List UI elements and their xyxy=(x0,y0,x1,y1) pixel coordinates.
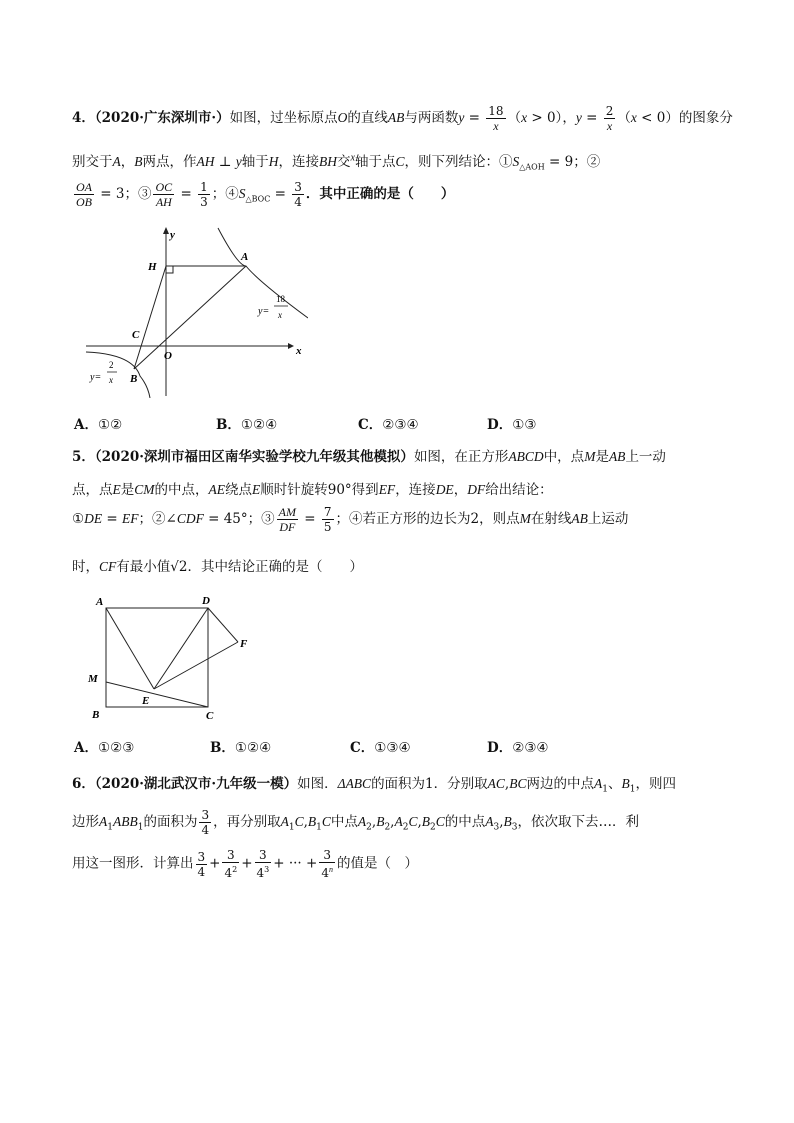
q4-segment-bh xyxy=(134,266,166,369)
q6-line-3: 用这一图形．计算出 $\frac{3}{4}$ + $\frac{3}{4^2}$ + $\frac{3}{4^3}$ + ··· + $\frac{3}{4^n}$ 的值是（ ） xyxy=(72,848,418,880)
q4-fraction-3-4: $\frac{3}{4}$ xyxy=(294,180,302,209)
q5-option-c[interactable]: C．①③④ xyxy=(350,740,411,756)
q4-number: 4． xyxy=(72,110,95,126)
q4-right-angle-mark xyxy=(166,266,173,273)
q5-line-4: 时，CF有最小值√2．其中结论正确的是（ ） xyxy=(72,559,363,575)
q5-option-b[interactable]: B．①②④ xyxy=(210,740,272,756)
q4-curve1-den: x xyxy=(278,310,282,320)
q5-number: 5． xyxy=(72,449,95,465)
q5-label-c: C xyxy=(206,710,214,722)
q4-curve-18-x xyxy=(218,228,308,318)
q4-line-1: 4．（2020·广东深圳市·）如图，过坐标原点O的直线AB与两函数y = $\frac{18}{x}$ （x > 0），y = $\frac{2}{x}$ （x < 0）的图象分 xyxy=(72,104,733,133)
q4-fraction-2-x: $\frac{2}{x}$ xyxy=(605,104,614,133)
q6-fraction-3-4: $\frac{3}{4}$ xyxy=(201,808,210,837)
q5-segment-mc xyxy=(106,682,208,707)
q5-option-d[interactable]: D．②③④ xyxy=(487,740,549,756)
q4-option-d[interactable]: D．①③ xyxy=(487,417,537,433)
q4-label-x: x xyxy=(296,345,302,357)
q4-option-b[interactable]: B．①②④ xyxy=(216,417,278,433)
q5-fraction-7-5: $\frac{7}{5}$ xyxy=(323,505,332,534)
q5-segment-df xyxy=(208,608,238,642)
q4-curve1-num: 18 xyxy=(276,294,285,304)
q6-line-1: 6．（2020·湖北武汉市·九年级一模）如图．ΔABC的面积为1．分别取AC,BC两边的中点$A_1$、$B_1$，则四 xyxy=(72,776,676,795)
q4-line-ab xyxy=(134,266,246,369)
q4-label-b: B xyxy=(130,373,138,385)
q4-fraction-18-x: $\frac{18}{x}$ xyxy=(488,104,504,133)
q6-source: （2020·湖北武汉市·九年级一模） xyxy=(94,776,298,792)
q6-term-2: $\frac{3}{4^2}$ xyxy=(224,848,238,880)
q4-x-arrow-icon xyxy=(288,343,294,349)
q4-curve2-den: x xyxy=(109,375,113,385)
q5-line-2: 点，点E是CM的中点，AE绕点E顺时针旋转90°得到EF，连接DE，DF给出结论： xyxy=(72,482,553,498)
q6-term-1: $\frac{3}{4}$ xyxy=(197,849,206,879)
q5-fraction-am-df: $\frac{AM}{DF}$ xyxy=(278,505,296,534)
q4-source: （2020·广东深圳市·） xyxy=(94,110,230,126)
q4-curve2-num: 2 xyxy=(109,360,114,370)
q4-label-h: H xyxy=(148,261,157,273)
q4-fraction-oa-ob: $\frac{OA}{OB}$ xyxy=(76,180,92,209)
q4-curve1-lhs: y= xyxy=(258,306,270,317)
q4-label-a: A xyxy=(241,251,249,263)
q5-label-m: M xyxy=(88,673,98,685)
q5-label-e: E xyxy=(142,695,150,707)
q6-term-n: $\frac{3}{4^n}$ xyxy=(321,848,333,880)
q4-line-2: 别交于A，B两点，作AH ⊥ y轴于H，连接BH交$^x$轴于点C，则下列结论：$①S_{\triangle AOH} = 9$；② xyxy=(72,152,601,172)
q4-option-a[interactable]: A．①② xyxy=(74,417,123,433)
q4-label-c: C xyxy=(132,329,140,341)
q5-label-a: A xyxy=(96,596,104,608)
q4-fraction-oc-ah: $\frac{OC}{AH}$ xyxy=(155,180,173,209)
q4-label-o: O xyxy=(164,350,172,362)
q5-segment-de xyxy=(154,608,208,689)
q5-label-f: F xyxy=(240,638,248,650)
q4-fraction-1-3: $\frac{1}{3}$ xyxy=(200,180,208,209)
q5-segment-ef xyxy=(154,642,238,689)
q4-y-arrow-icon xyxy=(163,227,169,234)
q6-number: 6． xyxy=(72,776,95,792)
q6-term-3: $\frac{3}{4^3}$ xyxy=(256,848,270,880)
q5-line-3: ①DE = EF；②∠CDF = 45°；③ $\frac{AM}{DF}$ = $\frac{7}{5}$ ；④若正方形的边长为2，则点M在射线AB上运动 xyxy=(72,505,629,534)
q5-label-d: D xyxy=(202,595,210,607)
q5-line-1: 5．（2020·深圳市福田区南华实验学校九年级其他模拟）如图，在正方形ABCD中，点M是AB上一动 xyxy=(72,449,666,465)
q4-figure xyxy=(78,226,308,398)
q4-option-c[interactable]: C．②③④ xyxy=(358,417,419,433)
q4-line-3: $\frac{OA}{OB}$ = 3；③ $\frac{OC}{AH}$ = $\frac{1}{3}$ ；$④S_{\triangle BOC}$ = $\frac{3}{4}$ ．其中正确的是（ ） xyxy=(76,180,455,209)
q6-line-2: 边形$A_1ABB_1$的面积为 $\frac{3}{4}$ ，再分别取$A_1C,B_1C$中点$A_2,B_2,A_2C,B_2C$的中点$A_3,B_3$，依次取下去…．利 xyxy=(72,808,640,837)
q5-option-a[interactable]: A．①②③ xyxy=(74,740,135,756)
q5-segment-ae xyxy=(106,608,154,689)
q5-source: （2020·深圳市福田区南华实验学校九年级其他模拟） xyxy=(94,449,414,465)
q4-curve2-lhs: y= xyxy=(90,372,102,383)
q5-figure xyxy=(86,590,256,724)
q5-square xyxy=(106,608,208,707)
q5-label-b: B xyxy=(92,709,100,721)
q4-label-y: y xyxy=(170,229,175,241)
